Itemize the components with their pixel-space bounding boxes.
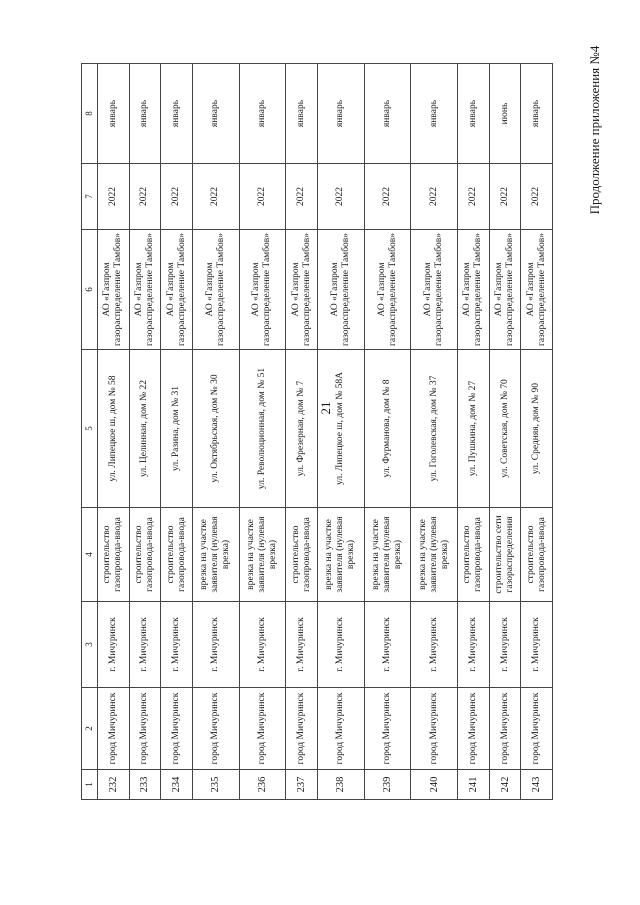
municipality: город Мичуринск: [521, 688, 553, 770]
address: ул. Фрезерная, дом № 7: [286, 350, 318, 508]
row-number: 239: [364, 770, 411, 800]
col-header: 5: [82, 350, 98, 508]
municipality: город Мичуринск: [489, 688, 521, 770]
month: январь: [364, 64, 411, 164]
month: январь: [521, 64, 553, 164]
month: январь: [192, 64, 239, 164]
row-number: 240: [411, 770, 458, 800]
table-row: [489, 64, 521, 800]
locality: г. Мичуринск: [458, 602, 490, 688]
organization: АО «Газпром газораспределение Тамбов»: [239, 230, 286, 350]
municipality: город Мичуринск: [411, 688, 458, 770]
month: июнь: [489, 64, 521, 164]
locality: г. Мичуринск: [98, 602, 130, 688]
year: 2022: [239, 164, 286, 230]
month: январь: [317, 64, 364, 164]
locality: г. Мичуринск: [192, 602, 239, 688]
work-type: врезка на участке заявителя (нулевая врезка): [239, 508, 286, 602]
municipality: город Мичуринск: [317, 688, 364, 770]
locality: г. Мичуринск: [129, 602, 161, 688]
work-type: врезка на участке заявителя (нулевая врезка): [192, 508, 239, 602]
address: ул. Фурманова, дом № 8: [364, 350, 411, 508]
table-row: [286, 64, 318, 800]
row-number: 235: [192, 770, 239, 800]
organization: АО «Газпром газораспределение Тамбов»: [129, 230, 161, 350]
organization: АО «Газпром газораспределение Тамбов»: [161, 230, 193, 350]
work-type: строительство сети газораспределения: [489, 508, 521, 602]
work-type: строительство газопровода-ввода: [98, 508, 130, 602]
address: ул. Революционная, дом № 51: [239, 350, 286, 508]
work-type: врезка на участке заявителя (нулевая врезка): [411, 508, 458, 602]
table-row: [521, 64, 553, 800]
month: январь: [98, 64, 130, 164]
work-type: врезка на участке заявителя (нулевая врезка): [317, 508, 364, 602]
row-number: 238: [317, 770, 364, 800]
organization: АО «Газпром газораспределение Тамбов»: [286, 230, 318, 350]
address: ул. Советская, дом № 70: [489, 350, 521, 508]
col-header: 2: [82, 688, 98, 770]
municipality: город Мичуринск: [458, 688, 490, 770]
row-number: 233: [129, 770, 161, 800]
col-header: 6: [82, 230, 98, 350]
row-number: 232: [98, 770, 130, 800]
address: ул. Липецкое ш, дом № 58: [98, 350, 130, 508]
table-row: [364, 64, 411, 800]
locality: г. Мичуринск: [411, 602, 458, 688]
work-type: строительство газопровода-ввода: [286, 508, 318, 602]
address: ул. Липецкое ш, дом № 58А: [317, 350, 364, 508]
col-header: 3: [82, 602, 98, 688]
table-row: [129, 64, 161, 800]
year: 2022: [161, 164, 193, 230]
year: 2022: [364, 164, 411, 230]
address: ул. Целинная, дом № 22: [129, 350, 161, 508]
table-row: [192, 64, 239, 800]
table-row: [98, 64, 130, 800]
address: ул. Средняя, дом № 90: [521, 350, 553, 508]
table-row: [411, 64, 458, 800]
work-type: строительство газопровода-ввода: [161, 508, 193, 602]
table-wrapper: [81, 64, 553, 800]
row-number: 236: [239, 770, 286, 800]
municipality: город Мичуринск: [98, 688, 130, 770]
organization: АО «Газпром газораспределение Тамбов»: [364, 230, 411, 350]
month: январь: [129, 64, 161, 164]
organization: АО «Газпром газораспределение Тамбов»: [521, 230, 553, 350]
address: ул. Октябрьская, дом № 30: [192, 350, 239, 508]
row-number: 237: [286, 770, 318, 800]
row-number: 243: [521, 770, 553, 800]
month: январь: [411, 64, 458, 164]
locality: г. Мичуринск: [161, 602, 193, 688]
organization: АО «Газпром газораспределение Тамбов»: [411, 230, 458, 350]
organization: АО «Газпром газораспределение Тамбов»: [192, 230, 239, 350]
col-header: 1: [82, 770, 98, 800]
year: 2022: [286, 164, 318, 230]
organization: АО «Газпром газораспределение Тамбов»: [98, 230, 130, 350]
address: ул. Гоголевская, дом № 37: [411, 350, 458, 508]
locality: г. Мичуринск: [239, 602, 286, 688]
municipality: город Мичуринск: [239, 688, 286, 770]
work-type: строительство газопровода-ввода: [458, 508, 490, 602]
year: 2022: [317, 164, 364, 230]
locality: г. Мичуринск: [317, 602, 364, 688]
work-type: врезка на участке заявителя (нулевая врезка): [364, 508, 411, 602]
col-header: 7: [82, 164, 98, 230]
organization: АО «Газпром газораспределение Тамбов»: [458, 230, 490, 350]
month: январь: [458, 64, 490, 164]
municipality: город Мичуринск: [129, 688, 161, 770]
year: 2022: [458, 164, 490, 230]
year: 2022: [489, 164, 521, 230]
locality: г. Мичуринск: [286, 602, 318, 688]
municipality: город Мичуринск: [161, 688, 193, 770]
locality: г. Мичуринск: [521, 602, 553, 688]
appendix-table: [81, 63, 553, 800]
col-header: 8: [82, 64, 98, 164]
row-number: 241: [458, 770, 490, 800]
municipality: город Мичуринск: [364, 688, 411, 770]
table-row: [161, 64, 193, 800]
page-number: 21: [318, 401, 333, 415]
month: январь: [239, 64, 286, 164]
municipality: город Мичуринск: [192, 688, 239, 770]
row-number: 234: [161, 770, 193, 800]
year: 2022: [129, 164, 161, 230]
address: ул. Пушкина, дом № 27: [458, 350, 490, 508]
table-row: [239, 64, 286, 800]
appendix-label: Продолжение приложения №4: [587, 45, 602, 215]
address: ул. Разина, дом № 31: [161, 350, 193, 508]
municipality: город Мичуринск: [286, 688, 318, 770]
year: 2022: [98, 164, 130, 230]
locality: г. Мичуринск: [489, 602, 521, 688]
month: январь: [161, 64, 193, 164]
table-row: [458, 64, 490, 800]
work-type: строительство газопровода-ввода: [129, 508, 161, 602]
col-header: 4: [82, 508, 98, 602]
year: 2022: [521, 164, 553, 230]
year: 2022: [192, 164, 239, 230]
table-header-row: [82, 64, 98, 800]
organization: АО «Газпром газораспределение Тамбов»: [317, 230, 364, 350]
work-type: строительство газопровода-ввода: [521, 508, 553, 602]
month: январь: [286, 64, 318, 164]
rotated-table-area: [81, 64, 553, 800]
year: 2022: [411, 164, 458, 230]
organization: АО «Газпром газораспределение Тамбов»: [489, 230, 521, 350]
table-row: [317, 64, 364, 800]
row-number: 242: [489, 770, 521, 800]
locality: г. Мичуринск: [364, 602, 411, 688]
